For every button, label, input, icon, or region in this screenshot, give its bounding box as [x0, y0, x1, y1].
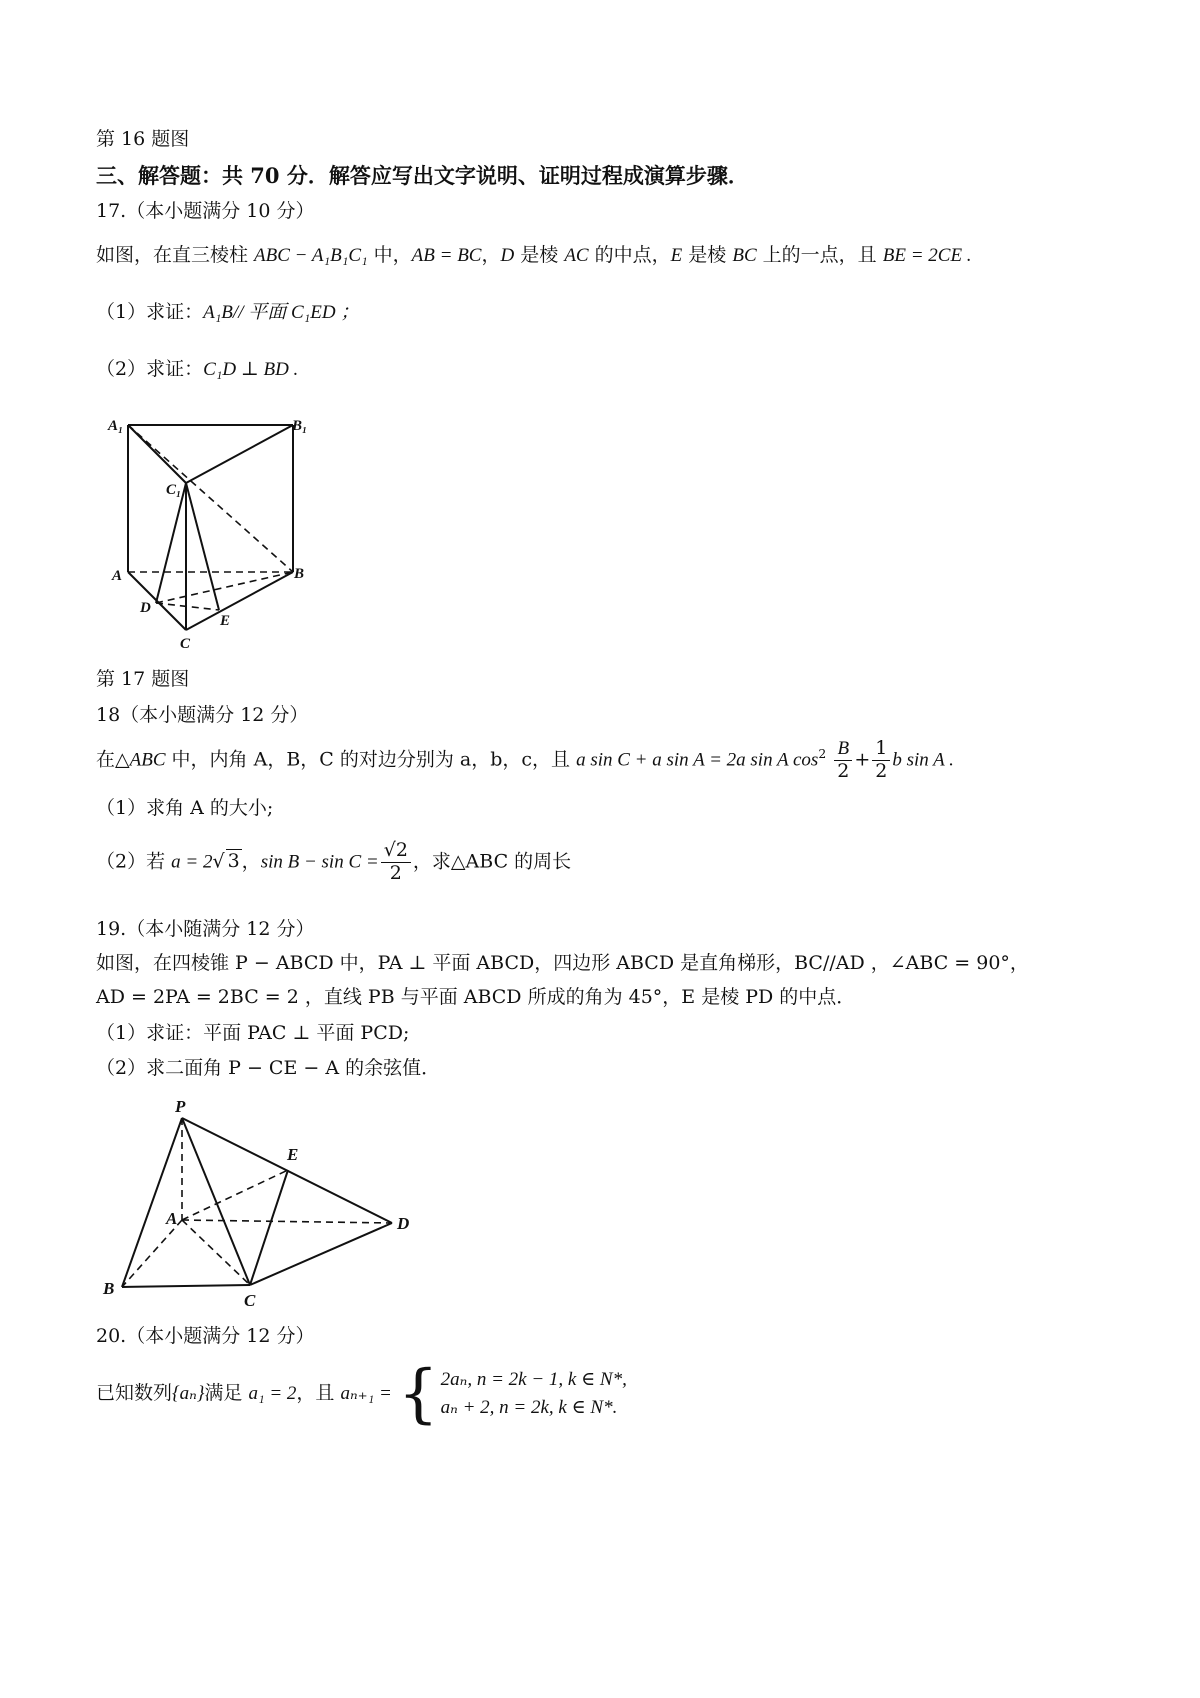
q18-frac-B: $\frac{B}{2}$	[834, 738, 852, 783]
q17-stem: 如图，在直三棱柱 ABC − A₁B₁C₁ 中，AB = BC，D 是棱 AC 的中点，E 是棱 BC 上的一点，且 BE = 2CE .	[96, 244, 972, 266]
q17-prism-figure	[100, 405, 340, 655]
label-B1: B₁	[292, 418, 308, 434]
label-E: E	[220, 613, 231, 629]
label-A1: A₁	[108, 418, 124, 434]
q18-equation-right: b sin A .	[892, 749, 954, 771]
q20-stem: 已知数列{aₙ}满足 a₁ = 2，且 aₙ₊₁ = { 2aₙ, n = 2k − 1, k ∈ N*, aₙ + 2, n = 2k, k ∈ N*.	[96, 1357, 627, 1431]
label-B: B	[294, 566, 305, 582]
q20-case1: 2aₙ, n = 2k − 1, k ∈ N*,	[440, 1369, 627, 1391]
q18-part1: （1）求角 A 的大小;	[96, 797, 274, 819]
q17-caption: 第 17 题图	[96, 668, 190, 690]
label-P: P	[175, 1097, 186, 1116]
q18-frac-half: $\frac{1}{2}$	[872, 738, 890, 783]
q20-case2: aₙ + 2, n = 2k, k ∈ N*.	[440, 1397, 618, 1418]
q19-line2: AD = 2PA = 2BC = 2 ，直线 PB 与平面 ABCD 所成的角为 45°，E 是棱 PD 的中点．	[96, 986, 856, 1008]
label-C: C	[244, 1291, 256, 1310]
q19-heading: 19.（本小随满分 12 分）	[96, 918, 315, 940]
q19-part1: （1）求证：平面 PAC ⊥ 平面 PCD;	[96, 1022, 410, 1044]
q18-heading: 18（本小题满分 12 分）	[96, 704, 309, 726]
q17-part1: （1）求证：A₁B// 平面 C₁ED ；	[96, 301, 360, 323]
sqrt-sign: √	[212, 850, 225, 873]
label-C1: C₁	[166, 482, 182, 498]
fig16-caption: 第 16 题图	[96, 128, 190, 150]
label-E: E	[287, 1145, 299, 1164]
label-A: A	[112, 568, 123, 584]
label-D: D	[397, 1214, 410, 1233]
label-D: D	[140, 600, 151, 616]
q17-prism: ABC − A₁B₁C₁	[254, 245, 368, 266]
q19-line1: 如图，在四棱锥 P − ABCD 中，PA ⊥ 平面 ABCD，四边形 ABCD 是直角梯形，BC//AD ，∠ABC = 90°，	[96, 952, 1029, 974]
q19-pyramid-figure	[95, 1090, 435, 1320]
q17-cond1: AB = BC	[411, 245, 482, 266]
q17-cond2: BE = 2CE .	[882, 245, 972, 266]
label-C: C	[180, 636, 191, 652]
q20-heading: 20.（本小题满分 12 分）	[96, 1325, 315, 1347]
q17-part2: （2）求证：C₁D ⊥ BD .	[96, 358, 299, 380]
q20-piecewise	[397, 1357, 627, 1431]
q18-equation-left: a sin C + a sin A = 2a sin A cos	[576, 749, 819, 771]
q18-part2: （2）若 a = 2√ 3 ，sin B − sin C = $\frac{√2}{2}$ ，求△ABC 的周长	[96, 839, 572, 884]
q18-frac-sqrt2: $\frac{√2}{2}$	[381, 840, 411, 885]
q19-part2: （2）求二面角 P − CE − A 的余弦值．	[96, 1057, 441, 1079]
label-A: A	[166, 1209, 178, 1228]
brace-symbol: {	[397, 1357, 439, 1431]
q18-stem: 在△ABC 中，内角 A，B，C 的对边分别为 a，b，c，且 a sin C + a sin A = 2a sin A $\cos^2$ $\frac{B}{2}$ + $\frac{1}{2}$ b sin A .	[96, 737, 954, 782]
section-header: 三、解答题：共 70 分．解答应写出文字说明、证明过程成演算步骤．	[96, 163, 749, 188]
q17-heading: 17.（本小题满分 10 分）	[96, 200, 315, 222]
label-B: B	[103, 1279, 115, 1298]
